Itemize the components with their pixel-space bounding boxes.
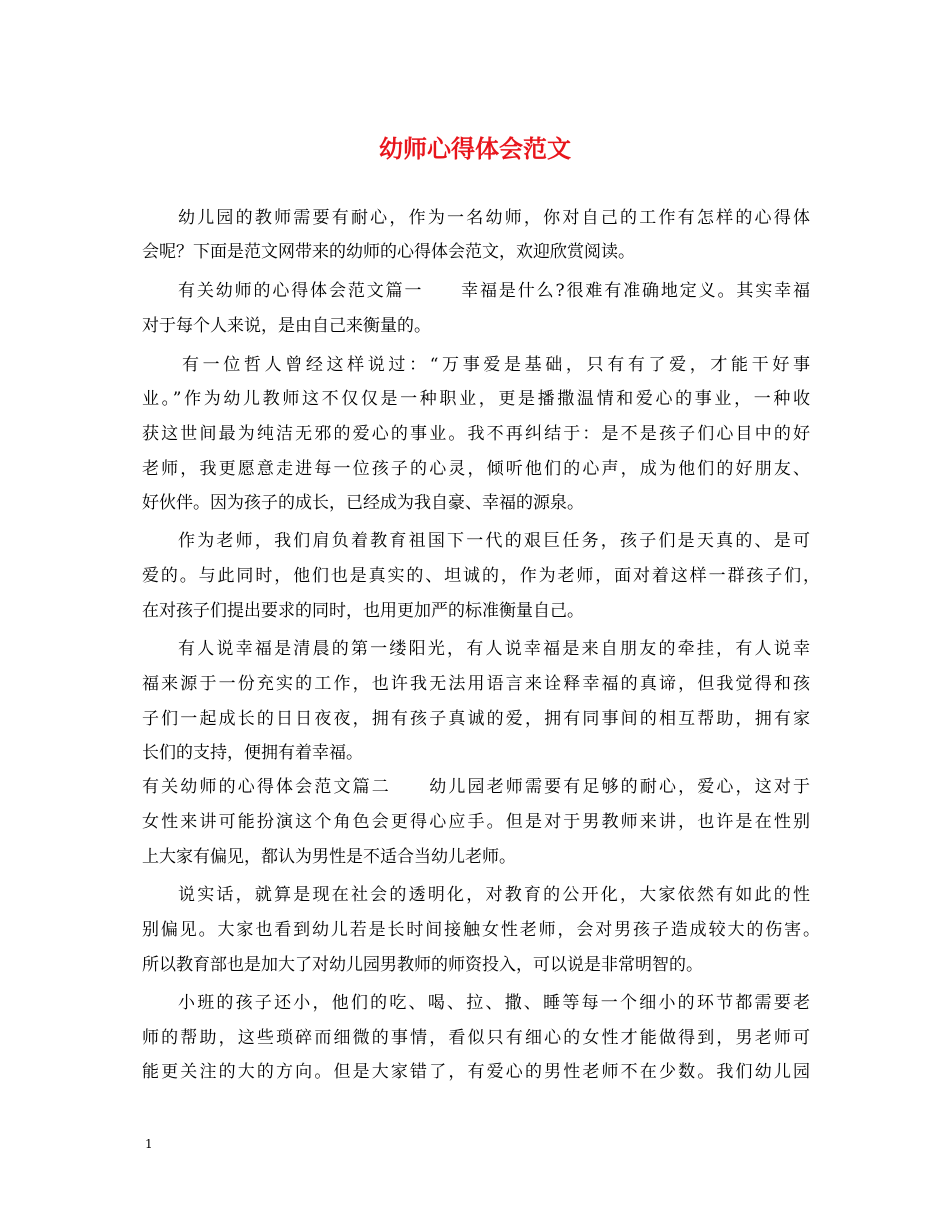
- paragraph-line: 有人说幸福是清晨的第一缕阳光，有人说幸福是来自朋友的牵挂，有人说幸: [178, 639, 810, 659]
- paragraph-line: 长们的支持，便拥有着幸福。: [142, 743, 363, 763]
- paragraph-line: 子们一起成长的日日夜夜，拥有孩子真诚的爱，拥有同事间的相互帮助，拥有家: [142, 709, 810, 729]
- paragraph-line: 说实话，就算是现在社会的透明化，对教育的公开化，大家依然有如此的性: [178, 885, 810, 905]
- paragraph-line: 老师，我更愿意走进每一位孩子的心灵，倾听他们的心声，成为他们的好朋友、: [142, 459, 810, 479]
- paragraph-line: 福来源于一份充实的工作，也许我无法用语言来诠释幸福的真谛，但我觉得和孩: [142, 674, 810, 694]
- paragraph-line: 有关幼师的心得体会范文篇二 幼儿园老师需要有足够的耐心，爱心，这对于: [142, 777, 810, 797]
- paragraph-line: 幼儿园的教师需要有耐心，作为一名幼师，你对自己的工作有怎样的心得体: [178, 208, 810, 228]
- paragraph-line: 能更关注的大的方向。但是大家错了，有爱心的男性老师不在少数。我们幼儿园: [142, 1062, 810, 1082]
- paragraph-line: 别偏见。大家也看到幼儿若是长时间接触女性老师，会对男孩子造成较大的伤害。: [142, 920, 820, 940]
- paragraph-line: 有一位哲人曾经这样说过：“万事爱是基础，只有有了爱，才能干好事: [182, 355, 810, 375]
- paragraph-line: 师的帮助，这些琐碎而细微的事情，看似只有细心的女性才能做得到，男老师可: [142, 1028, 810, 1048]
- page-number: 1: [145, 1137, 153, 1151]
- paragraph-line: 业。”作为幼儿教师这不仅仅是一种职业，更是播撒温情和爱心的事业，一种收: [142, 389, 810, 409]
- paragraph-line: 在对孩子们提出要求的同时，也用更加严的标准衡量自己。: [142, 601, 584, 621]
- paragraph-line: 对于每个人来说，是由自己来衡量的。: [142, 316, 431, 336]
- paragraph-line: 好伙伴。因为孩子的成长，已经成为我自豪、幸福的源泉。: [142, 493, 584, 513]
- paragraph-line: 会呢？下面是范文网带来的幼师的心得体会范文，欢迎欣赏阅读。: [142, 242, 635, 262]
- paragraph-line: 上大家有偏见，都认为男性是不适合当幼儿老师。: [142, 847, 516, 867]
- paragraph-line: 获这世间最为纯洁无邪的爱心的事业。我不再纠结于：是不是孩子们心目中的好: [142, 424, 810, 444]
- paragraph-line: 有关幼师的心得体会范文篇一 幸福是什么?很难有准确地定义。其实幸福: [178, 281, 810, 301]
- paragraph-line: 作为老师，我们肩负着教育祖国下一代的艰巨任务，孩子们是天真的、是可: [178, 531, 810, 551]
- paragraph-line: 所以教育部也是加大了对幼儿园男教师的师资投入，可以说是非常明智的。: [142, 955, 703, 975]
- paragraph-line: 女性来讲可能扮演这个角色会更得心应手。但是对于男教师来讲，也许是在性别: [142, 812, 810, 832]
- document-title: 幼师心得体会范文: [379, 135, 571, 163]
- paragraph-line: 爱的。与此同时，他们也是真实的、坦诚的，作为老师，面对着这样一群孩子们，: [142, 566, 820, 586]
- paragraph-line: 小班的孩子还小，他们的吃、喝、拉、撒、睡等每一个细小的环节都需要老: [178, 993, 810, 1013]
